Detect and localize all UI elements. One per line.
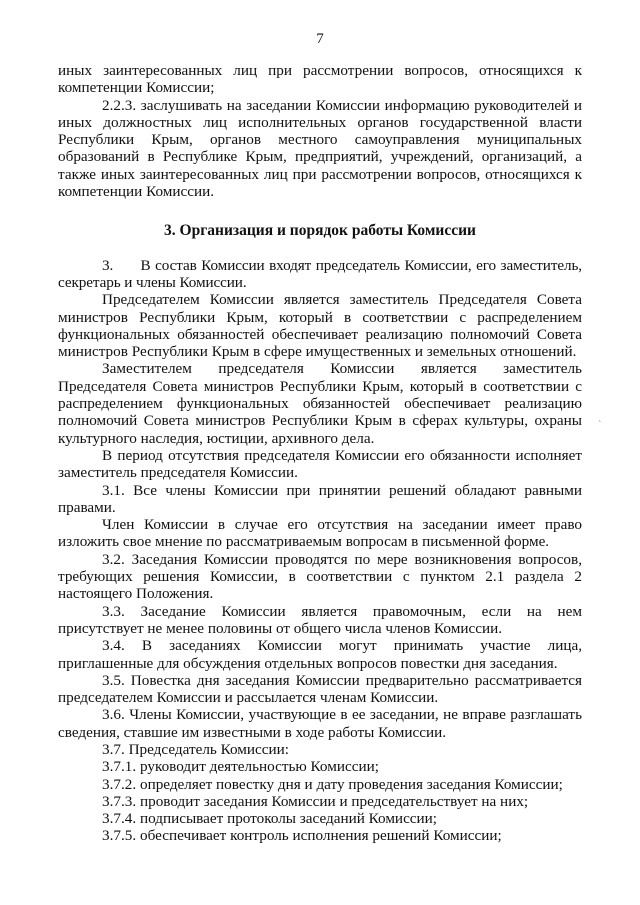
paragraph-3-3: 3.3. Заседание Комиссии является правомочным, если на нем присутствует не менее половины от общего числа членов Комиссии. bbox=[58, 602, 582, 637]
paragraph-3-5: 3.5. Повестка дня заседания Комиссии предварительно рассматривается председателем Комиссии и рассылается членам Комиссии. bbox=[58, 671, 582, 707]
paragraph-3-7-3: 3.7.3. проводит заседания Комиссии и председательствует на них; bbox=[102, 792, 529, 810]
paragraph-deputy: Заместителем председателя Комиссии является заместитель Председателя Совета министров Республики Крым, который в соответствии с распределением функциональных обязанностей обеспечивает реализацию полномочий Совета министров Республики Крым в сферах культуры, охраны культурного наследия, юстиции, архивного дела. bbox=[58, 360, 582, 447]
paragraph-3-7-4: 3.7.4. подписывает протоколы заседаний Комиссии; bbox=[102, 810, 438, 828]
page-number: 7 bbox=[316, 31, 324, 47]
paragraph-2-2-3: 2.2.3. заслушивать на заседании Комиссии информацию руководителей и иных должностных лиц исполнительных органов государственной власти Республики Крым, органов местного самоуправления муниципальных образований в Республике Крым, предприятий, учреждений, организаций, а также иных заинтересованных лиц при рассмотрении вопросов, относящихся к компетенции Комиссии. bbox=[58, 96, 582, 201]
paragraph-chairman: Председателем Комиссии является заместитель Председателя Совета министров Республики Крым, который в соответствии с распределением функциональных обязанностей обеспечивает реализацию полномочий Совета министров Республики Крым в сфере имущественных и земельных отношений. bbox=[58, 291, 582, 361]
paragraph-member-opinion: Член Комиссии в случае его отсутствия на заседании имеет право изложить свое мнение по рассматриваемым вопросам в письменной форме. bbox=[58, 516, 582, 551]
scan-mark: ` bbox=[598, 420, 602, 431]
paragraph-3-2: 3.2. Заседания Комиссии проводятся по мере возникновения вопросов, требующих решения Комиссии, в соответствии с пунктом 2.1 раздела 2 настоящего Положения. bbox=[58, 550, 582, 603]
paragraph-3-4: 3.4. В заседаниях Комиссии могут принимать участие лица, приглашенные для обсуждения отдельных вопросов повестки дня заседания. bbox=[58, 637, 582, 672]
paragraph-absence: В период отсутствия председателя Комиссии его обязанности исполняет заместитель председателя Комиссии. bbox=[58, 446, 582, 482]
paragraph-3: 3. В состав Комиссии входят председатель Комиссии, его заместитель, секретарь и члены Комиссии. bbox=[58, 256, 586, 291]
paragraph-3-7-1: 3.7.1. руководит деятельностью Комиссии; bbox=[102, 758, 379, 776]
paragraph-3-6: 3.6. Члены Комиссии, участвующие в ее заседании, не вправе разглашать сведения, ставшие им известными в ходе работы Комиссии. bbox=[58, 706, 582, 741]
section-heading: 3. Организация и порядок работы Комиссии bbox=[164, 222, 476, 240]
document-body bbox=[58, 62, 586, 845]
paragraph-3-7-2: 3.7.2. определяет повестку дня и дату проведения заседания Комиссии; bbox=[102, 775, 563, 793]
paragraph-3-1: 3.1. Все члены Комиссии при принятии решений обладают равными правами. bbox=[58, 481, 582, 516]
paragraph-3-7-5: 3.7.5. обеспечивает контроль исполнения решений Комиссии; bbox=[102, 827, 502, 845]
paragraph-continuation: иных заинтересованных лиц при рассмотрении вопросов, относящихся к компетенции Комиссии; bbox=[58, 62, 582, 97]
paragraph-3-7: 3.7. Председатель Комиссии: bbox=[102, 740, 290, 758]
